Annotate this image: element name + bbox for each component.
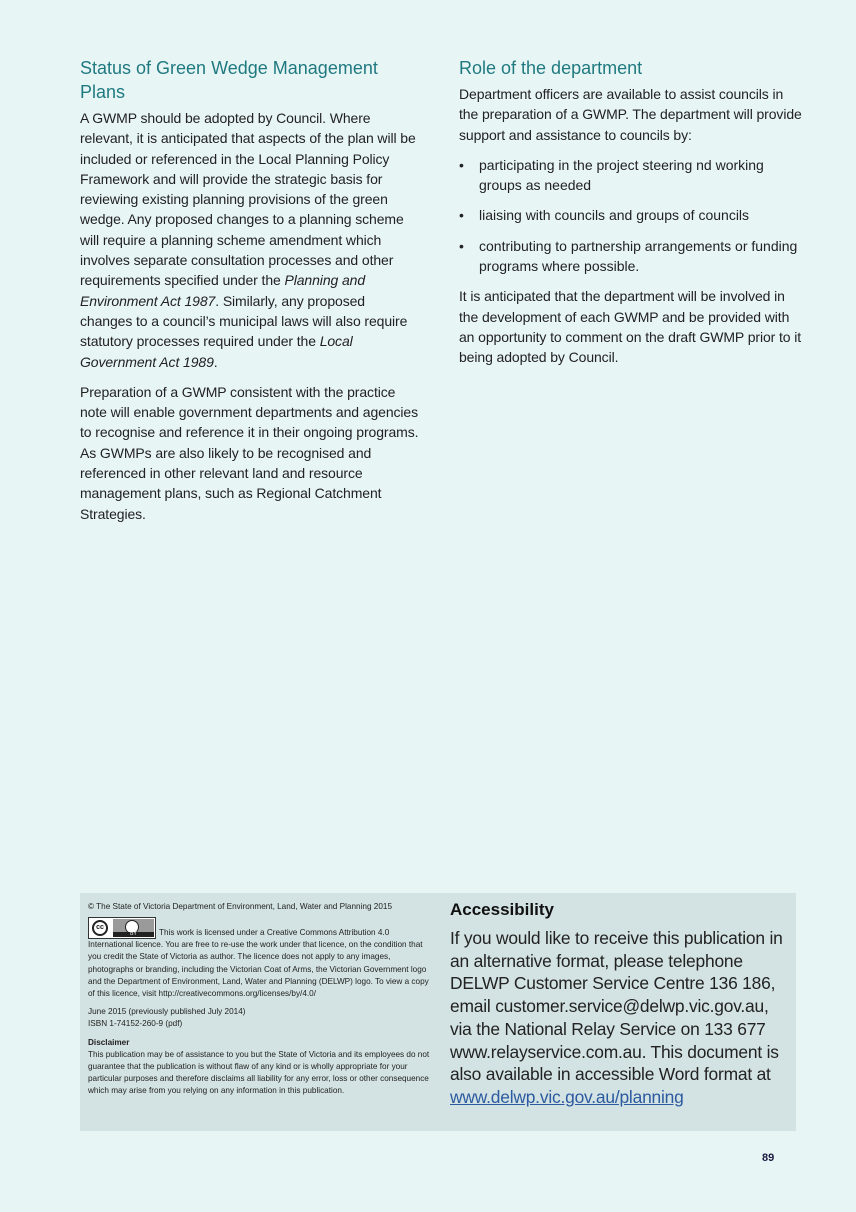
planning-website-link[interactable]: www.delwp.vic.gov.au/planning [450,1086,684,1107]
status-paragraph-2: Preparation of a GWMP consistent with the practice note will enable government departments and agencies to recognise and reference it in their ongoing programs. As GWMPs are also likely to be recognised and referenced in other relevant land and resource management plans, such as Regional Catchment Strategies. [80,383,419,522]
accessibility-title: Accessibility [450,900,554,919]
accessibility-section [450,899,790,1109]
list-item-text: liaising with councils and groups of councils [479,207,750,224]
publication-info [88,1006,433,1030]
list-item-text: contributing to partnership arrangements or funding programs where possible. [479,237,798,275]
bullet-icon: • [459,237,464,254]
legal-notice [88,901,433,1098]
status-text-b: . Similarly, any proposed changes to a council’s municipal laws will also require statutory processes required under the [80,292,408,350]
disclaimer-title: Disclaimer [88,1037,130,1047]
list-item [459,205,804,225]
status-text-c: . [213,353,218,370]
section-heading-role: Role of the department [459,58,643,78]
disclaimer-text: This publication may be of assistance to you but the State of Victoria and its employees do not guarantee that the publication is without flaw of any kind or is wholly appropriate for your particular purposes and therefore disclaims all liability for any error, loss or other consequence which may arise from you relying on any information in this publication. [88,1049,430,1096]
status-text-a: A GWMP should be adopted by Council. Where relevant, it is anticipated that aspects of the plan will be included or referenced in the Local Planning Policy Framework and will provide the strategic basis for reviewing existing planning provisions of the green wedge. Any proposed changes to a planning scheme will require a planning scheme amendment which involves separate consultation processes and other requirements specified under the [80,110,416,289]
list-item [459,155,804,196]
left-column [80,56,420,534]
footer-box [80,893,796,1131]
licence-paragraph [88,917,433,1000]
accessibility-text: If you would like to receive this publication in an alternative format, please telephone DELWP Customer Service Centre 136 186, email customer.service@delwp.vic.gov.au, via the National Relay Service on 133 677 www.relayservice.com.au. This document is also available in accessible Word format at www.delwp.vic.gov.au/planning [450,928,783,1107]
planning-act-title: Planning and Environment Act 1987 [80,272,366,309]
creative-commons-icon: cc BY [88,917,156,939]
copyright-line: © The State of Victoria Department of Environment, Land, Water and Planning 2015 [88,902,392,911]
role-intro: Department officers are available to assist councils in the preparation of a GWMP. The department will provide support and assistance to councils by: [459,86,802,143]
publication-date: June 2015 (previously published July 2014) [88,1007,246,1017]
role-outro: It is anticipated that the department will be involved in the development of each GWMP and be provided with an opportunity to comment on the draft GWMP prior to it being adopted by Council. [459,288,802,366]
list-item [459,236,804,277]
role-bullet-list [459,155,804,276]
right-column [459,56,804,378]
cc-by-label: BY [113,932,154,937]
status-paragraph-1 [80,108,420,372]
list-item-text: participating in the project steering nd working groups as needed [479,156,764,194]
page-number: 89 [762,1152,775,1164]
bullet-icon: • [459,207,464,224]
isbn: ISBN 1-74152-260-9 (pdf) [88,1019,183,1029]
licence-text: This work is licensed under a Creative Commons Attribution 4.0 International licence. You are free to re-use the work under that licence, on the condition that you credit the State of Victoria as author. The licence does not apply to any images, photographs or branding, including the Victorian Coat of Arms, the Victorian Government logo and the Department of Environment, Land, Water and Planning (DELWP) logo. To view a copy of this licence, visit http://creativecommons.org/licenses/by/4.0/ [88,928,429,999]
local-government-act-title: Local Government Act 1989 [80,333,353,370]
section-heading-status: Status of Green Wedge Management Plans [80,58,378,102]
bullet-icon: • [459,156,464,173]
